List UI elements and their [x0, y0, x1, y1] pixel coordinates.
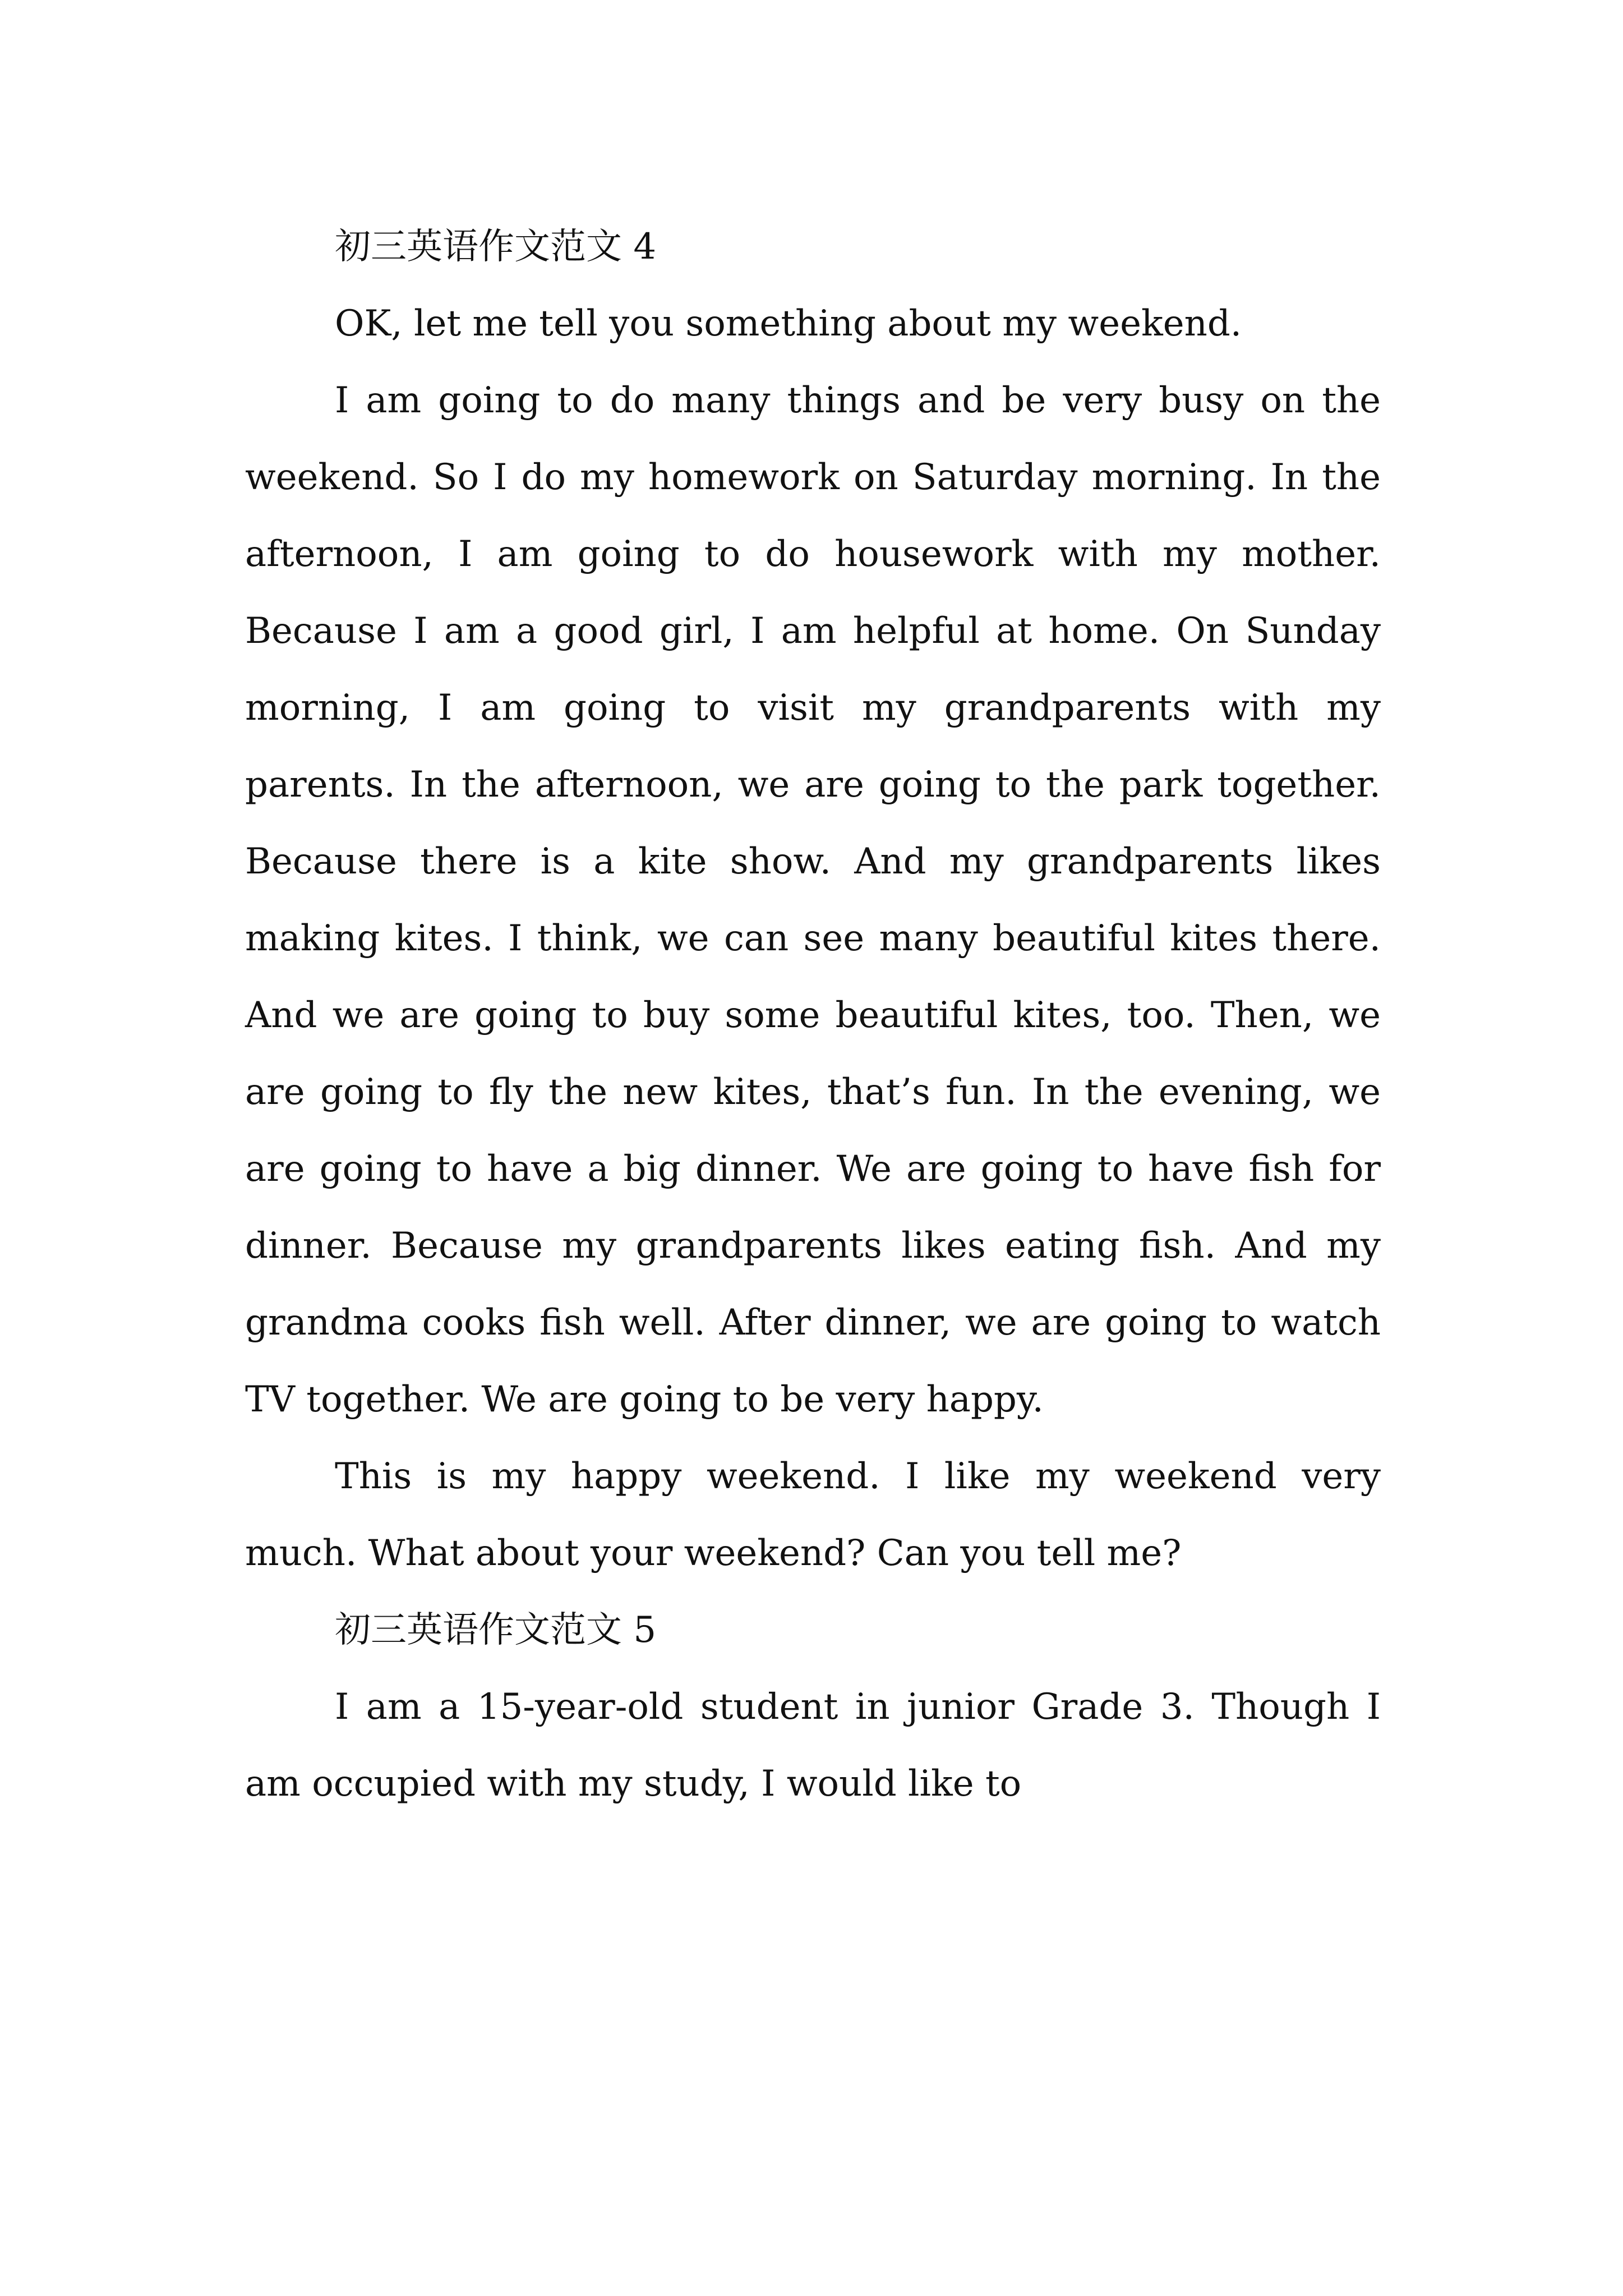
essay-4-paragraph-2: I am going to do many things and be very busy on the weekend. So I do my homework on Saturday morning. In the afternoon, I am going to do housework with my mother. Because I am a good girl, I am helpful at home. On Sunday morning, I am going to visit my grandparents with my parents. In the afternoon, we are going to the park together. Because there is a kite show. And my grandparents likes making kites. I think, we can see many beautiful kites there. And we are going to buy some beautiful kites, too. Then, we are going to fly the new kites, that’s fun. In the evening, we are going to have a big dinner. We are going to have fish for dinner. Because my grandparents likes eating fish. And my grandma cooks fish well. After dinner, we are going to watch TV together. We are going to be very happy.	[245, 380, 1381, 1420]
essay-4-heading: 初三英语作文范文 4	[335, 226, 657, 268]
essay-5-paragraph-1: I am a 15-year-old student in junior Grade 3. Though I am occupied with my study, I would like to	[245, 1686, 1381, 1805]
essay-4-paragraph-3: This is my happy weekend. I like my weekend very much. What about your weekend? Can you tell me?	[245, 1456, 1381, 1574]
document-body	[245, 209, 1381, 1823]
essay-4-paragraph-1: OK, let me tell you something about my weekend.	[335, 303, 1242, 344]
essay-5-heading: 初三英语作文范文 5	[335, 1609, 657, 1651]
